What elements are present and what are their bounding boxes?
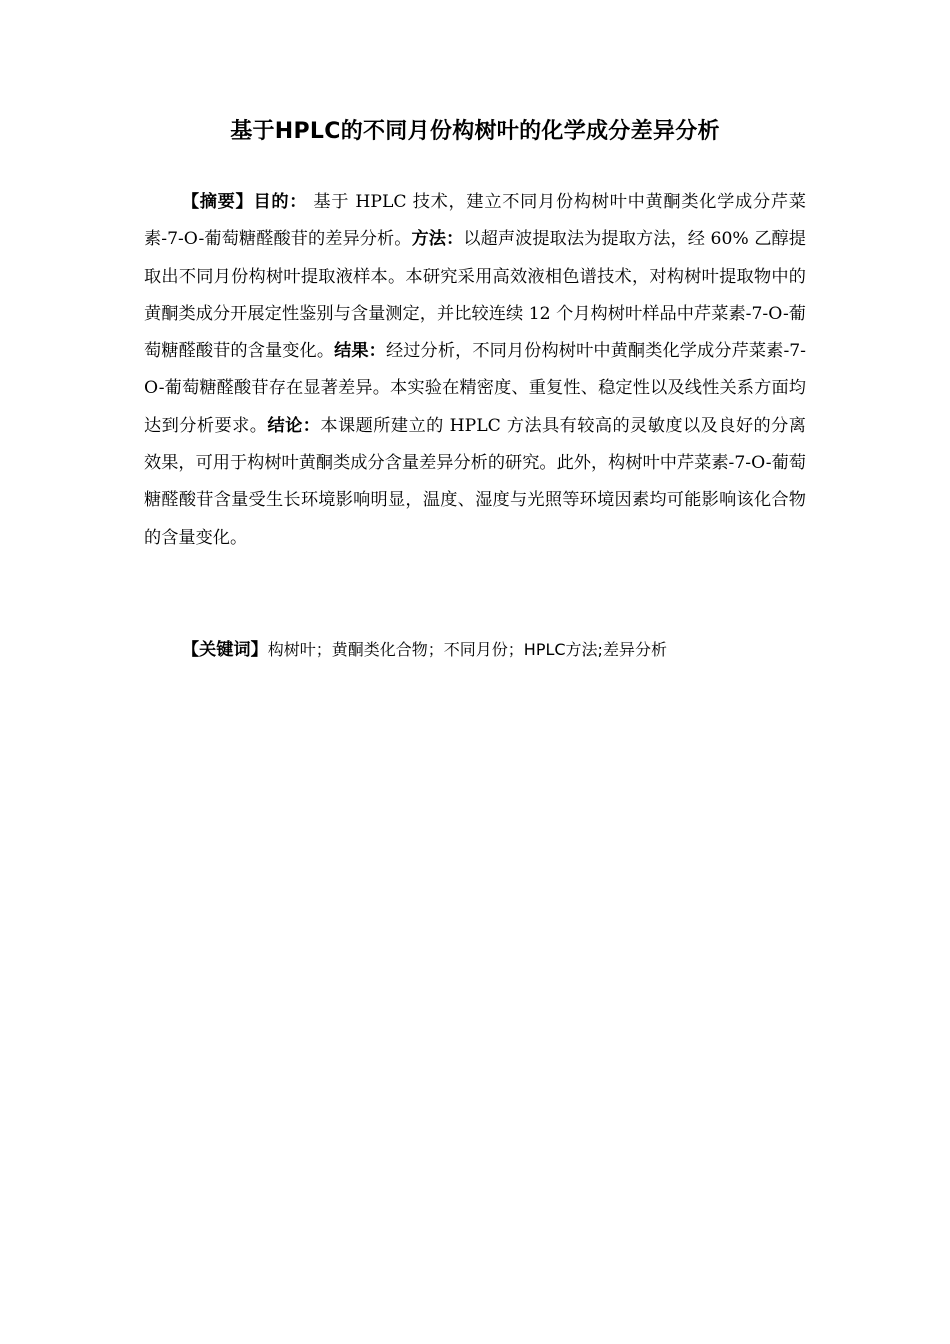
abstract-label: 【摘要】 xyxy=(181,192,254,212)
methods-label: 方法： xyxy=(411,229,464,250)
methods-text: 以超声波提取法为提取方法，经 60% 乙醇提取出不同月份构树叶提取液样本。本研究采用高效液相色谱技术，对构树叶提取物中的黄酮类成分开展定性鉴别与含量测定，并比较连续 12 个月构树叶样品中芹菜素-7-O-葡萄糖醛酸苷的含量变化。 xyxy=(144,229,806,362)
keywords-text: 构树叶；黄酮类化合物；不同月份；HPLC方法;差异分析 xyxy=(267,640,667,659)
conclusion-text: 本课题所建立的 HPLC 方法具有较高的灵敏度以及良好的分离效果，可用于构树叶黄酮类成分含量差异分析的研究。此外，构树叶中芹菜素-7-O-葡萄糖醛酸苷含量受生长环境影响明显，温度、湿度与光照等环境因素均可能影响该化合物的含量变化。 xyxy=(144,415,806,548)
conclusion-label: 结论： xyxy=(267,415,321,436)
results-label: 结果： xyxy=(334,341,386,362)
objective-text: 基于 HPLC 技术，建立不同月份构树叶中黄酮类化学成分芹菜素-7-O-葡萄糖醛酸苷的差异分析。 xyxy=(144,192,806,250)
abstract-paragraph xyxy=(144,184,806,557)
keywords-label: 【关键词】 xyxy=(181,640,268,660)
keywords-paragraph xyxy=(144,632,806,668)
paper-title: 基于HPLC的不同月份构树叶的化学成分差异分析 xyxy=(230,119,720,144)
objective-label: 目的： xyxy=(253,192,308,212)
results-text: 经过分析，不同月份构树叶中黄酮类化学成分芹菜素-7-O-葡萄糖醛酸苷存在显著差异。本实验在精密度、重复性、稳定性以及线性关系方面均达到分析要求。 xyxy=(144,341,806,436)
